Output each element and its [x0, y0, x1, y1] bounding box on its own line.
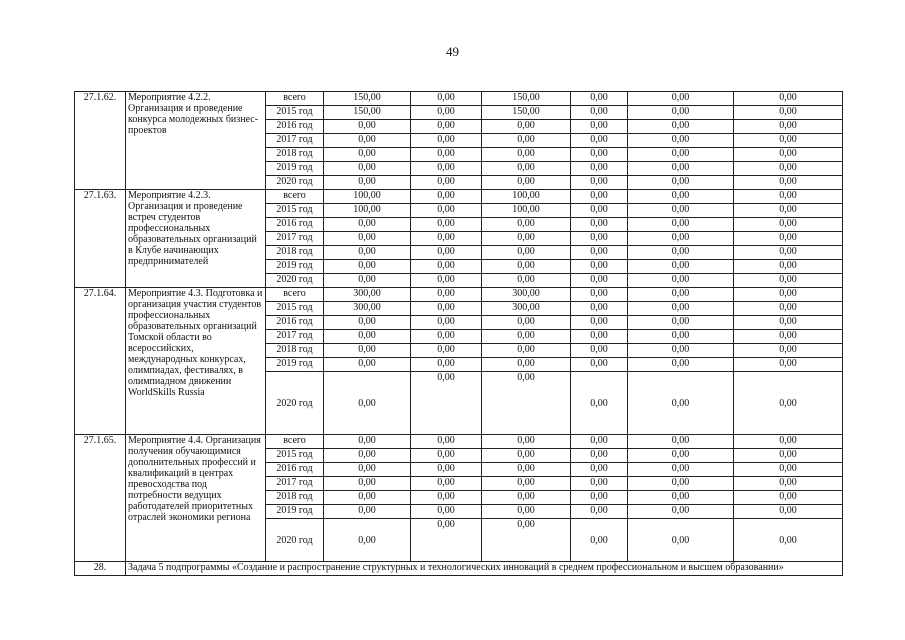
value-cell: 0,00	[571, 302, 628, 316]
period-cell: 2017 год	[266, 330, 324, 344]
value-cell: 0,00	[411, 148, 482, 162]
period-cell: 2019 год	[266, 358, 324, 372]
value-cell: 0,00	[734, 344, 843, 358]
period-cell: 2017 год	[266, 232, 324, 246]
task-row	[75, 562, 843, 576]
value-cell: 0,00	[628, 106, 734, 120]
value-cell: 0,00	[482, 330, 571, 344]
value-cell: 0,00	[411, 302, 482, 316]
value-cell: 0,00	[324, 218, 411, 232]
value-cell: 0,00	[734, 288, 843, 302]
value-cell: 0,00	[734, 260, 843, 274]
value-cell: 0,00	[628, 274, 734, 288]
value-cell: 0,00	[734, 449, 843, 463]
task-title: Задача 5 подпрограммы «Создание и распространение структурных и технологических инноваций в среднем профессиональном и высшем образовании»	[126, 562, 843, 576]
value-cell: 0,00	[411, 435, 482, 449]
value-cell: 0,00	[734, 232, 843, 246]
value-cell: 0,00	[411, 162, 482, 176]
value-cell: 0,00	[734, 204, 843, 218]
value-cell: 0,00	[324, 491, 411, 505]
value-cell: 0,00	[628, 232, 734, 246]
value-cell: 0,00	[411, 463, 482, 477]
value-cell: 0,00	[482, 246, 571, 260]
value-cell: 0,00	[411, 218, 482, 232]
value-cell: 0,00	[324, 274, 411, 288]
value-cell: 0,00	[411, 372, 482, 435]
period-cell: 2018 год	[266, 148, 324, 162]
value-cell: 0,00	[734, 176, 843, 190]
activity-name	[126, 190, 266, 288]
value-cell: 0,00	[571, 246, 628, 260]
value-cell: 0,00	[571, 491, 628, 505]
value-cell: 0,00	[324, 134, 411, 148]
value-cell: 0,00	[734, 92, 843, 106]
value-cell: 0,00	[734, 106, 843, 120]
value-cell: 0,00	[734, 477, 843, 491]
value-cell: 0,00	[411, 204, 482, 218]
value-cell: 100,00	[324, 204, 411, 218]
period-cell: 2015 год	[266, 204, 324, 218]
value-cell: 0,00	[324, 372, 411, 435]
value-cell: 0,00	[628, 204, 734, 218]
value-cell: 0,00	[734, 246, 843, 260]
value-cell: 0,00	[482, 316, 571, 330]
value-cell: 0,00	[628, 162, 734, 176]
value-cell: 0,00	[571, 148, 628, 162]
value-cell: 0,00	[571, 232, 628, 246]
period-cell: 2015 год	[266, 302, 324, 316]
value-cell: 0,00	[411, 260, 482, 274]
period-cell: 2019 год	[266, 260, 324, 274]
value-cell: 0,00	[571, 505, 628, 519]
value-cell: 300,00	[482, 302, 571, 316]
value-cell: 0,00	[324, 505, 411, 519]
value-cell: 0,00	[571, 358, 628, 372]
value-cell: 0,00	[482, 120, 571, 134]
activity-name-text: Мероприятие 4.3. Подготовка и организация участия студентов профессиональных образовательных организаций Томской области во всероссийских, международных конкурсах, олимпиадах, фестивалях, в олимпиадном движении WorldSkills Russia	[128, 288, 263, 398]
value-cell: 0,00	[482, 505, 571, 519]
value-cell: 0,00	[324, 246, 411, 260]
value-cell: 0,00	[628, 358, 734, 372]
period-cell: 2016 год	[266, 316, 324, 330]
value-cell: 0,00	[482, 148, 571, 162]
value-cell: 0,00	[324, 162, 411, 176]
period-cell: 2020 год	[266, 519, 324, 562]
value-cell: 150,00	[324, 92, 411, 106]
value-cell: 0,00	[571, 344, 628, 358]
period-cell: 2019 год	[266, 505, 324, 519]
value-cell: 0,00	[324, 449, 411, 463]
value-cell: 0,00	[411, 134, 482, 148]
period-cell: всего	[266, 92, 324, 106]
table-row	[75, 92, 843, 106]
value-cell: 0,00	[411, 358, 482, 372]
value-cell: 0,00	[628, 330, 734, 344]
value-cell: 0,00	[628, 260, 734, 274]
table-row	[75, 190, 843, 204]
value-cell: 300,00	[482, 288, 571, 302]
value-cell: 0,00	[482, 519, 571, 562]
period-cell: 2016 год	[266, 463, 324, 477]
activity-name-text: Мероприятие 4.4. Организация получения обучающимися дополнительных профессий и квалификаций в центрах превосходства под потребности ведущих работодателей приоритетных отраслей экономики региона	[128, 435, 261, 523]
value-cell: 0,00	[482, 463, 571, 477]
value-cell: 0,00	[628, 463, 734, 477]
period-cell: 2017 год	[266, 134, 324, 148]
period-cell: 2018 год	[266, 246, 324, 260]
period-cell: 2020 год	[266, 176, 324, 190]
value-cell: 0,00	[324, 176, 411, 190]
value-cell: 0,00	[734, 519, 843, 562]
value-cell: 0,00	[411, 519, 482, 562]
value-cell: 0,00	[734, 316, 843, 330]
value-cell: 0,00	[482, 372, 571, 435]
value-cell: 0,00	[734, 302, 843, 316]
value-cell: 0,00	[571, 372, 628, 435]
value-cell: 0,00	[411, 505, 482, 519]
value-cell: 0,00	[628, 435, 734, 449]
value-cell: 0,00	[571, 260, 628, 274]
value-cell: 0,00	[411, 491, 482, 505]
value-cell: 150,00	[482, 92, 571, 106]
value-cell: 0,00	[734, 372, 843, 435]
value-cell: 300,00	[324, 302, 411, 316]
value-cell: 0,00	[734, 435, 843, 449]
value-cell: 100,00	[324, 190, 411, 204]
period-cell: 2020 год	[266, 372, 324, 435]
value-cell: 0,00	[571, 106, 628, 120]
value-cell: 300,00	[324, 288, 411, 302]
activity-name	[126, 92, 266, 190]
financing-table	[74, 91, 843, 576]
value-cell: 0,00	[571, 435, 628, 449]
value-cell: 0,00	[628, 302, 734, 316]
value-cell: 0,00	[324, 330, 411, 344]
value-cell: 0,00	[734, 134, 843, 148]
value-cell: 0,00	[324, 519, 411, 562]
value-cell: 0,00	[628, 372, 734, 435]
value-cell: 0,00	[571, 176, 628, 190]
value-cell: 0,00	[571, 120, 628, 134]
value-cell: 0,00	[734, 330, 843, 344]
value-cell: 0,00	[571, 274, 628, 288]
period-cell: 2018 год	[266, 491, 324, 505]
value-cell: 0,00	[734, 218, 843, 232]
value-cell: 0,00	[571, 477, 628, 491]
value-cell: 0,00	[482, 176, 571, 190]
value-cell: 0,00	[628, 344, 734, 358]
period-cell: 2020 год	[266, 274, 324, 288]
value-cell: 0,00	[628, 120, 734, 134]
value-cell: 0,00	[571, 134, 628, 148]
table-row	[75, 288, 843, 302]
value-cell: 0,00	[571, 218, 628, 232]
value-cell: 0,00	[571, 288, 628, 302]
value-cell: 0,00	[482, 435, 571, 449]
value-cell: 0,00	[628, 92, 734, 106]
value-cell: 0,00	[628, 246, 734, 260]
value-cell: 0,00	[734, 505, 843, 519]
value-cell: 0,00	[482, 449, 571, 463]
period-cell: 2015 год	[266, 449, 324, 463]
value-cell: 0,00	[411, 120, 482, 134]
value-cell: 0,00	[734, 120, 843, 134]
period-cell: 2017 год	[266, 477, 324, 491]
value-cell: 0,00	[324, 344, 411, 358]
activity-name-text: Мероприятие 4.2.2. Организация и проведение конкурса молодежных бизнес-проектов	[128, 92, 259, 136]
value-cell: 0,00	[734, 358, 843, 372]
value-cell: 0,00	[628, 477, 734, 491]
value-cell: 0,00	[628, 218, 734, 232]
row-number: 27.1.64.	[75, 288, 126, 435]
value-cell: 0,00	[324, 435, 411, 449]
value-cell: 0,00	[324, 232, 411, 246]
value-cell: 0,00	[628, 148, 734, 162]
value-cell: 0,00	[411, 449, 482, 463]
value-cell: 0,00	[482, 218, 571, 232]
value-cell: 0,00	[571, 519, 628, 562]
value-cell: 0,00	[482, 358, 571, 372]
period-cell: 2019 год	[266, 162, 324, 176]
value-cell: 0,00	[324, 358, 411, 372]
value-cell: 0,00	[324, 120, 411, 134]
period-cell: 2016 год	[266, 120, 324, 134]
value-cell: 0,00	[628, 449, 734, 463]
value-cell: 0,00	[571, 449, 628, 463]
value-cell: 0,00	[324, 316, 411, 330]
value-cell: 0,00	[734, 190, 843, 204]
value-cell: 0,00	[482, 134, 571, 148]
activity-name-text: Мероприятие 4.2.3. Организация и проведение встреч студентов профессиональных образовательных организаций в Клубе начинающих предпринимателей	[128, 190, 257, 267]
value-cell: 0,00	[571, 92, 628, 106]
period-cell: 2015 год	[266, 106, 324, 120]
row-number: 27.1.62.	[75, 92, 126, 190]
value-cell: 0,00	[628, 316, 734, 330]
value-cell: 0,00	[482, 274, 571, 288]
value-cell: 0,00	[411, 176, 482, 190]
value-cell: 150,00	[482, 106, 571, 120]
value-cell: 0,00	[411, 477, 482, 491]
value-cell: 0,00	[482, 260, 571, 274]
value-cell: 0,00	[411, 330, 482, 344]
value-cell: 0,00	[571, 162, 628, 176]
period-cell: всего	[266, 435, 324, 449]
value-cell: 0,00	[734, 463, 843, 477]
row-number: 27.1.65.	[75, 435, 126, 562]
value-cell: 0,00	[734, 148, 843, 162]
value-cell: 0,00	[571, 316, 628, 330]
value-cell: 100,00	[482, 190, 571, 204]
value-cell: 0,00	[482, 232, 571, 246]
value-cell: 0,00	[324, 463, 411, 477]
value-cell: 0,00	[411, 316, 482, 330]
value-cell: 0,00	[411, 274, 482, 288]
period-cell: 2016 год	[266, 218, 324, 232]
value-cell: 0,00	[734, 491, 843, 505]
value-cell: 0,00	[411, 106, 482, 120]
value-cell: 0,00	[411, 232, 482, 246]
value-cell: 0,00	[571, 190, 628, 204]
value-cell: 0,00	[411, 288, 482, 302]
value-cell: 0,00	[734, 274, 843, 288]
value-cell: 0,00	[628, 519, 734, 562]
value-cell: 0,00	[324, 148, 411, 162]
value-cell: 150,00	[324, 106, 411, 120]
value-cell: 0,00	[571, 463, 628, 477]
value-cell: 0,00	[411, 190, 482, 204]
value-cell: 0,00	[482, 491, 571, 505]
activity-name	[126, 288, 266, 435]
value-cell: 0,00	[411, 344, 482, 358]
value-cell: 0,00	[628, 505, 734, 519]
value-cell: 0,00	[324, 260, 411, 274]
period-cell: всего	[266, 288, 324, 302]
table-row	[75, 435, 843, 449]
value-cell: 100,00	[482, 204, 571, 218]
value-cell: 0,00	[482, 162, 571, 176]
value-cell: 0,00	[628, 288, 734, 302]
value-cell: 0,00	[411, 246, 482, 260]
page-number: 49	[446, 44, 459, 59]
value-cell: 0,00	[571, 330, 628, 344]
task-number: 28.	[75, 562, 126, 576]
period-cell: всего	[266, 190, 324, 204]
value-cell: 0,00	[482, 344, 571, 358]
value-cell: 0,00	[324, 477, 411, 491]
value-cell: 0,00	[571, 204, 628, 218]
value-cell: 0,00	[411, 92, 482, 106]
value-cell: 0,00	[628, 134, 734, 148]
row-number: 27.1.63.	[75, 190, 126, 288]
period-cell: 2018 год	[266, 344, 324, 358]
value-cell: 0,00	[628, 176, 734, 190]
value-cell: 0,00	[482, 477, 571, 491]
value-cell: 0,00	[628, 491, 734, 505]
activity-name	[126, 435, 266, 562]
value-cell: 0,00	[628, 190, 734, 204]
value-cell: 0,00	[734, 162, 843, 176]
